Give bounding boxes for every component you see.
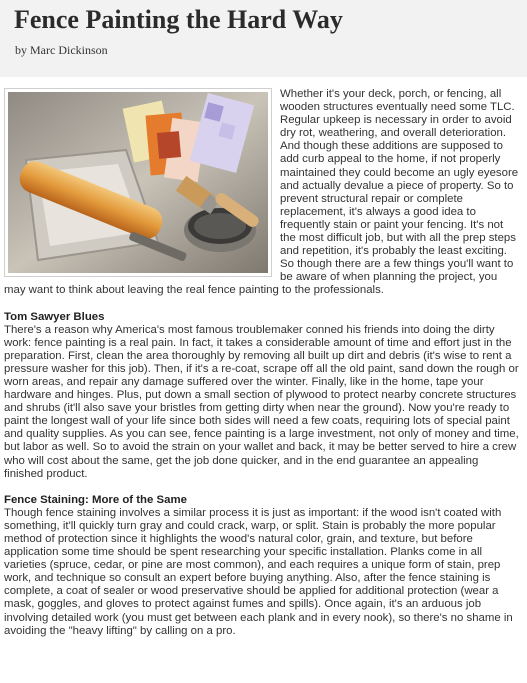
article-header bbox=[0, 0, 527, 77]
paint-supplies-image bbox=[8, 92, 268, 273]
author-byline: by Marc Dickinson bbox=[15, 43, 108, 57]
article-body bbox=[4, 88, 520, 638]
article-photo bbox=[4, 88, 272, 277]
section-heading-tom-sawyer: Tom Sawyer Blues bbox=[4, 310, 105, 323]
section-body-fence-staining: Though fence staining involves a similar process it is just as important: if the wood isn't coated with something, it'll quickly turn gray and could crack, warp, or split. Stain is probably the more popular method of protection since it highlights the wood's natural color, grain, and texture, but before application some time should be spent researching your specific installation. Planks come in all varieties (spruce, cedar, or pine are most common), and each requires a unique form of stain, prep work, and technique so consult an expert before buying anything. Also, after the fence staining is complete, a coat of sealer or wood preservative should be applied for additional protection (wear a mask, goggles, and gloves to protect against fumes and spills). Once again, it's an arduous job involving detailed work (you must get between each plank and in every nook), so there's no shame in avoiding the "heavy lifting" by calling on a pro. bbox=[4, 506, 513, 637]
section-heading-fence-staining: Fence Staining: More of the Same bbox=[4, 493, 187, 506]
page-title: Fence Painting the Hard Way bbox=[14, 5, 343, 34]
intro-paragraph: Whether it's your deck, porch, or fencing, all wooden structures eventually need some TLC. Regular upkeep is necessary in order to avoid dry rot, weathering, and overall deterioration. And though these additions are supposed to add curb appeal to the home, if not properly maintained they could become an ugly eyesore and actually devalue a piece of property. So to prevent structural repair or complete replacement, it's always a good idea to frequently stain or paint your fencing. It's not the most difficult job, but with all the prep steps and repetition, it's probably the least exciting. So though there are a few things you'll want to be aware of when planning the project, you may want to think about leaving the real fence painting to the professionals. bbox=[4, 88, 519, 297]
section-body-tom-sawyer: There's a reason why America's most famous troublemaker conned his friends into doing the dirty work: fence painting is a real pain. In fact, it takes a considerable amount of time and effort just in the preparation. First, clean the area thoroughly by removing all built up dirt and debris (it's wise to rent a pressure washer for this job). Then, if it's a re-coat, scrape off all the old paint, sand down the rough or worn areas, and repair any damage suffered over the winter. Finally, like in the home, tape your hardware and hinges. Plus, put down a small section of plywood to protect nearby concrete structures and shrubs (it'll also save your bristles from getting dirty when near the ground). Now you're ready to paint the longest wall of your life since both sides will need a few coats, requiring lots of special paint and quality supplies. As you can see, fence painting is a large investment, not only of money and time, but labor as well. So to avoid the strain on your wallet and back, it may be better served to hire a crew who will cost about the same, get the job done quicker, and in the end guarantee an appealing finished product. bbox=[4, 323, 519, 480]
